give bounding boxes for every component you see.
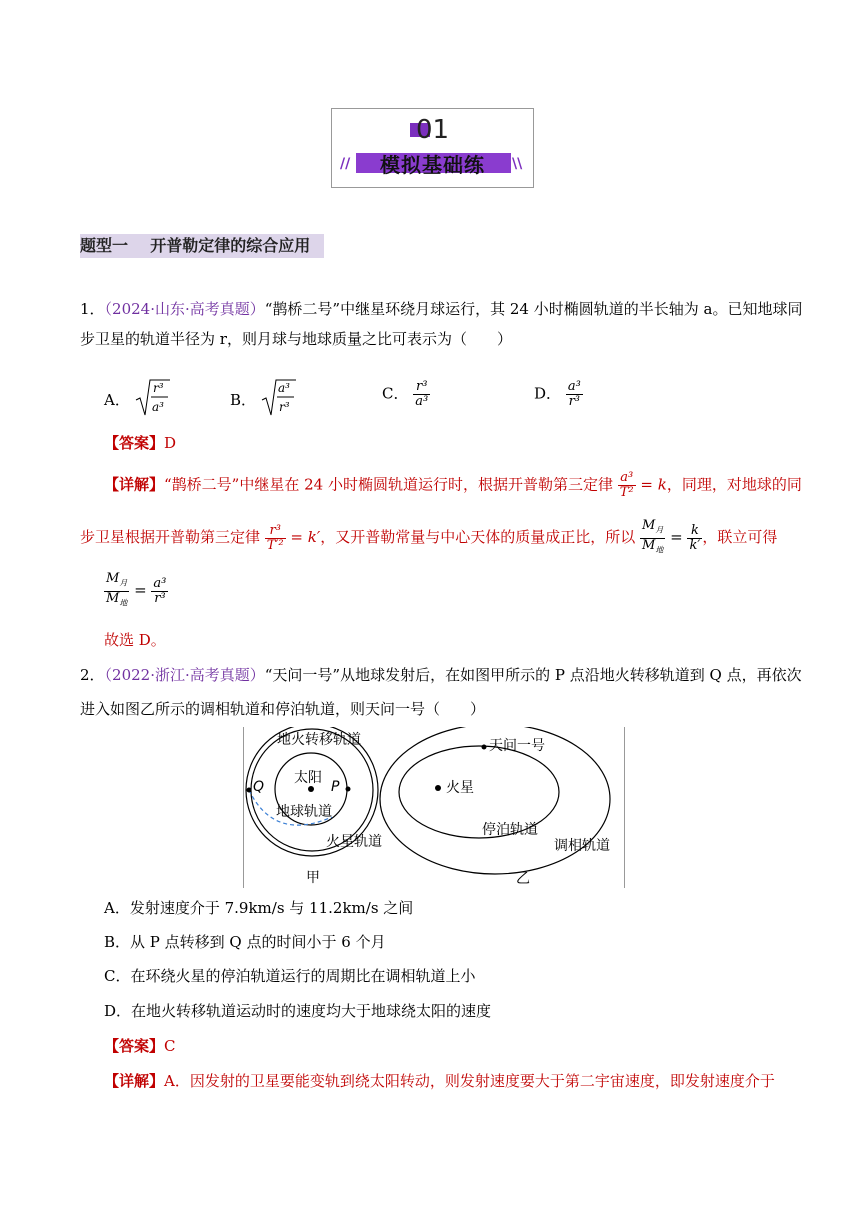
slash-right: \\: [512, 156, 523, 172]
fraction: $\frac{\text{a³}}{\text{r³}}$: [153, 575, 167, 606]
q2-number: 2．: [80, 666, 105, 684]
label-probe: 天问一号: [489, 738, 545, 754]
caption-right: 乙: [516, 871, 530, 887]
label-q: Q: [253, 779, 265, 795]
q1-option-c[interactable]: [382, 380, 430, 409]
option-b-label: B．: [230, 391, 257, 409]
q1-text2: 步卫星的轨道半径为 r，则月球与地球质量之比可表示为（ ）: [80, 330, 512, 348]
section-title: 题型一 开普勒定律的综合应用: [80, 236, 311, 255]
q2-figure: [243, 727, 625, 888]
answer-value: D: [164, 434, 177, 452]
fraction: $\frac{M_月}{M_地}$: [642, 518, 664, 555]
detail-text: “鹊桥二号”中继星在 24 小时椭圆轨道运行时，根据开普勒第三定律: [164, 475, 613, 494]
q2-line1: [80, 664, 800, 686]
fraction: $\frac{M_月}{M_地}$: [106, 571, 128, 608]
svg-text:r³: r³: [152, 381, 164, 395]
answer-value: C: [164, 1037, 176, 1055]
q2-text1: “天问一号”从地球发射后，在如图甲所示的 P 点沿地火转移轨道到 Q 点，再依次: [264, 666, 802, 684]
label-transfer-orbit: 地火转移轨道: [277, 732, 361, 748]
q2-option-a[interactable]: A．发射速度介于 7.9km/s 与 11.2km/s 之间: [104, 899, 414, 917]
label-mars: 火星: [446, 780, 474, 796]
chapter-number: 01: [415, 115, 450, 145]
q1-answer: [104, 432, 824, 454]
q1-result: $\frac{M_月}{M_地}$ = $\frac{\text{a³}}{\text{r³}}$: [104, 572, 168, 610]
detail-text: ，联立可得: [702, 528, 778, 547]
q2-detail: [104, 1070, 824, 1092]
label-p: P: [331, 779, 340, 795]
q2-text2: 进入如图乙所示的调相轨道和停泊轨道，则天问一号（ ）: [80, 700, 486, 718]
section-heading: [80, 234, 324, 258]
q1-source: （2024·山东·高考真题）: [104, 300, 265, 318]
label-parking-orbit: 停泊轨道: [482, 822, 538, 838]
q2-option-d[interactable]: D．在地火转移轨道运动时的速度均大于地球绕太阳的速度: [104, 1002, 492, 1020]
sqrt-symbol: [135, 378, 171, 424]
detail-label: 【详解】: [104, 475, 165, 494]
chapter-title: 模拟基础练: [380, 153, 485, 177]
svg-text:a³: a³: [277, 381, 290, 395]
label-mars-orbit: 火星轨道: [326, 834, 382, 850]
detail-label: 【详解】: [104, 1072, 165, 1090]
label-sun: 太阳: [294, 770, 322, 786]
q1-detail-line2: 步卫星根据开普勒第三定律 $\frac{\text{r³}}{\text{T′²}}$ = k′，又开普勒常量与中心天体的质量成正比，所以 $\frac{M_月}{M_地}$ = $\frac{k}{k'}$ ，联立可得: [80, 519, 800, 557]
q1-option-d[interactable]: [534, 380, 583, 409]
answer-label: 【答案】: [104, 1037, 165, 1055]
q2-option-b[interactable]: B．从 P 点转移到 Q 点的时间小于 6 个月: [104, 933, 386, 951]
q1-detail-line1: 【详解】“鹊桥二号”中继星在 24 小时椭圆轨道运行时，根据开普勒第三定律 $\frac{\text{a³}}{\text{T²}}$ = k，同理，对地球的同: [104, 470, 802, 500]
label-earth-orbit: 地球轨道: [276, 804, 332, 820]
slash-left: //: [340, 156, 351, 172]
detail-text: ，又开普勒常量与中心天体的质量成正比，所以: [320, 528, 636, 547]
option-c-label: C．: [382, 384, 409, 403]
fraction: $\frac{\text{r³}}{\text{a³}}$: [415, 379, 429, 409]
q1-option-a[interactable]: [104, 378, 171, 424]
answer-label: 【答案】: [104, 434, 165, 452]
svg-text:r³: r³: [278, 400, 290, 414]
q1-number: 1．: [80, 300, 105, 318]
q2-option-c[interactable]: C．在环绕火星的停泊轨道运行的周期比在调相轨道上小: [104, 967, 476, 985]
chapter-title-box: [331, 108, 534, 188]
fraction: $\frac{k}{k'}$: [689, 522, 701, 553]
q2-source: （2022·浙江·高考真题）: [104, 666, 265, 684]
q1-line1: [80, 298, 803, 320]
detail-text: 步卫星根据开普勒第三定律: [80, 528, 261, 547]
fraction: $\frac{\text{a³}}{\text{r³}}$: [567, 379, 581, 409]
q1-text1: “鹊桥二号”中继星环绕月球运行，其 24 小时椭圆轨道的半长轴为 a。已知地球同: [264, 300, 803, 318]
svg-text:a³: a³: [151, 400, 164, 414]
caption-left: 甲: [306, 870, 320, 886]
q1-line2: [80, 328, 800, 350]
option-d-label: D．: [534, 384, 562, 403]
detail-text: A．因发射的卫星要能变轨到绕太阳转动，则发射速度要大于第二宇宙速度，即发射速度介于: [164, 1072, 775, 1090]
option-a-label: A．: [104, 391, 130, 409]
q1-option-b[interactable]: [230, 378, 297, 424]
label-phasing-orbit: 调相轨道: [554, 838, 610, 854]
detail-text: ，同理，对地球的同: [666, 475, 802, 494]
q2-line2: [80, 698, 800, 720]
q2-answer: [104, 1035, 824, 1057]
sqrt-symbol: [261, 378, 297, 424]
fraction: $\frac{\text{r³}}{\text{T′²}}$: [266, 522, 284, 553]
q1-conclusion: 故选 D。: [104, 631, 166, 649]
fraction: $\frac{\text{a³}}{\text{T²}}$: [619, 470, 634, 500]
